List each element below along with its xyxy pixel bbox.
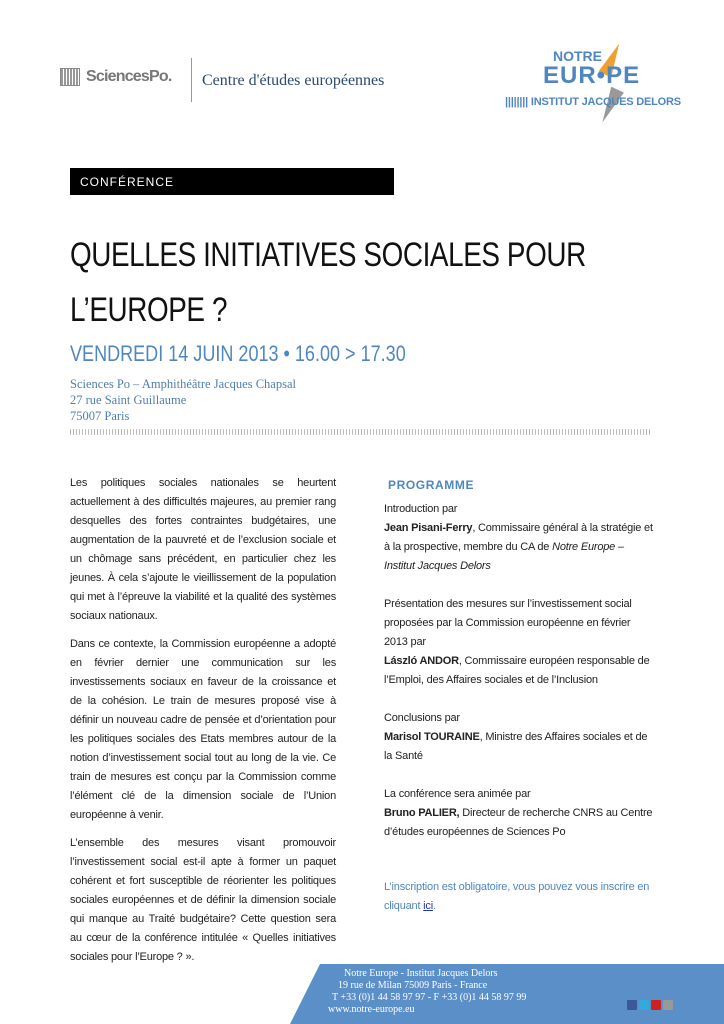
programme-item <box>384 500 654 576</box>
speaker-role: , Ministre des Affaires sociales et de la Santé <box>384 731 648 762</box>
footer-contact <box>328 968 526 1016</box>
programme-item <box>384 595 654 690</box>
twitter-icon[interactable] <box>639 1000 649 1010</box>
page-title: QUELLES INITIATIVES SOCIALES POUR L’EUROPE ? <box>70 236 586 329</box>
paragraph: Les politiques sociales nationales se heurtent actuellement à des difficultés majeures, au premier rang desquelles des fortes contraintes budgétaires, une augmentation de la pauvreté et de l’exclusion sociale et un chômage sans précédent, en particulier chez les jeunes. À cela s’ajoute le vieillissement de la population qui met à l’épreuve la viabilité et la qualité des systèmes sociaux nationaux. <box>70 477 336 622</box>
venue-line: Sciences Po – Amphithéâtre Jacques Chapsal <box>70 377 296 391</box>
item-intro: Conclusions par <box>384 712 460 724</box>
speaker-org: Notre Europe – Institut Jacques Delors <box>384 541 624 572</box>
event-type-badge: CONFÉRENCE <box>70 168 394 195</box>
flickr-icon[interactable] <box>663 1000 673 1010</box>
description <box>70 474 336 976</box>
venue-line: 75007 Paris <box>70 409 130 423</box>
sciencespo-emblem-icon <box>60 68 80 86</box>
registration-link[interactable]: ici <box>423 900 433 912</box>
social-links <box>627 1000 673 1010</box>
speaker-role: , Commissaire général à la stratégie et à la prospective, membre du CA de <box>384 522 653 553</box>
programme-item <box>384 785 654 842</box>
facebook-icon[interactable] <box>627 1000 637 1010</box>
programme-list <box>384 500 654 916</box>
paragraph: Dans ce contexte, la Commission européenne a adopté en février dernier une communication sur les investissements sociaux en faveur de la croissance et de la cohésion. Le train de mesures proposé vise à définir un nouveau cadre de pensée et d’orientation pour les politiques sociales des Etats membres autour de la notion d’investissement social tout au long de la vie. Ce train de mesures est conçu par la Commission comme l’élément clé de la dimension sociale de l’Union européenne à venir. <box>70 638 336 821</box>
logo-institut: |||||||| INSTITUT JACQUES DELORS <box>505 96 681 108</box>
notre-europe-logo <box>505 40 705 120</box>
speaker-name: László ANDOR <box>384 655 459 667</box>
youtube-icon[interactable] <box>651 1000 661 1010</box>
speaker-name: Jean Pisani-Ferry <box>384 522 473 534</box>
logo-notre: NOTRE <box>553 48 602 64</box>
sciencespo-logo <box>60 68 171 86</box>
speaker-role: Directeur de recherche CNRS au Centre d’études européennes de Sciences Po <box>384 807 653 838</box>
footer-phone: T +33 (0)1 44 58 97 97 - F +33 (0)1 44 58 97 99 <box>332 992 527 1003</box>
venue-address <box>70 376 296 424</box>
registration-text: L’inscription est obligatoire, vous pouvez vous inscrire en cliquant <box>384 881 650 912</box>
centre-name: Centre d'études européennes <box>202 72 385 89</box>
speaker-name: Marisol TOURAINE <box>384 731 480 743</box>
footer-org: Notre Europe - Institut Jacques Delors <box>344 968 498 979</box>
registration-end: . <box>432 900 436 912</box>
programme-item <box>384 709 654 766</box>
footer-website[interactable]: www.notre-europe.eu <box>328 1004 415 1015</box>
speaker-role: , Commissaire européen responsable de l’Emploi, des Affaires sociales et de l’Inclusion <box>384 655 650 686</box>
item-intro: Introduction par <box>384 503 458 515</box>
speaker-name: Bruno PALIER, <box>384 807 460 819</box>
item-intro: La conférence sera animée par <box>384 788 531 800</box>
registration-note <box>384 878 654 916</box>
event-date: VENDREDI 14 JUIN 2013 • 16.00 > 17.30 <box>70 341 406 366</box>
logo-europe: EUR•PE <box>543 62 641 89</box>
footer-address: 19 rue de Milan 75009 Paris - France <box>338 980 488 991</box>
venue-line: 27 rue Saint Guillaume <box>70 393 187 407</box>
dotted-divider <box>70 429 652 435</box>
item-intro: Présentation des mesures sur l’investissement social proposées par la Commission européenne en février 2013 par <box>384 598 632 648</box>
programme-heading: PROGRAMME <box>388 478 475 492</box>
sciencespo-name: SciencesPo. <box>86 68 172 85</box>
paragraph: L’ensemble des mesures visant promouvoir l’investissement social est-il apte à former un paquet cohérent et fort susceptible de réorienter les politiques sociales européennes et de définir la dimension sociale qui manque au Traité budgétaire? Cette question sera au cœur de la conférence intitulée « Quelles initiatives sociales pour l’Europe ? ». <box>70 837 336 963</box>
logo-divider <box>191 58 192 102</box>
